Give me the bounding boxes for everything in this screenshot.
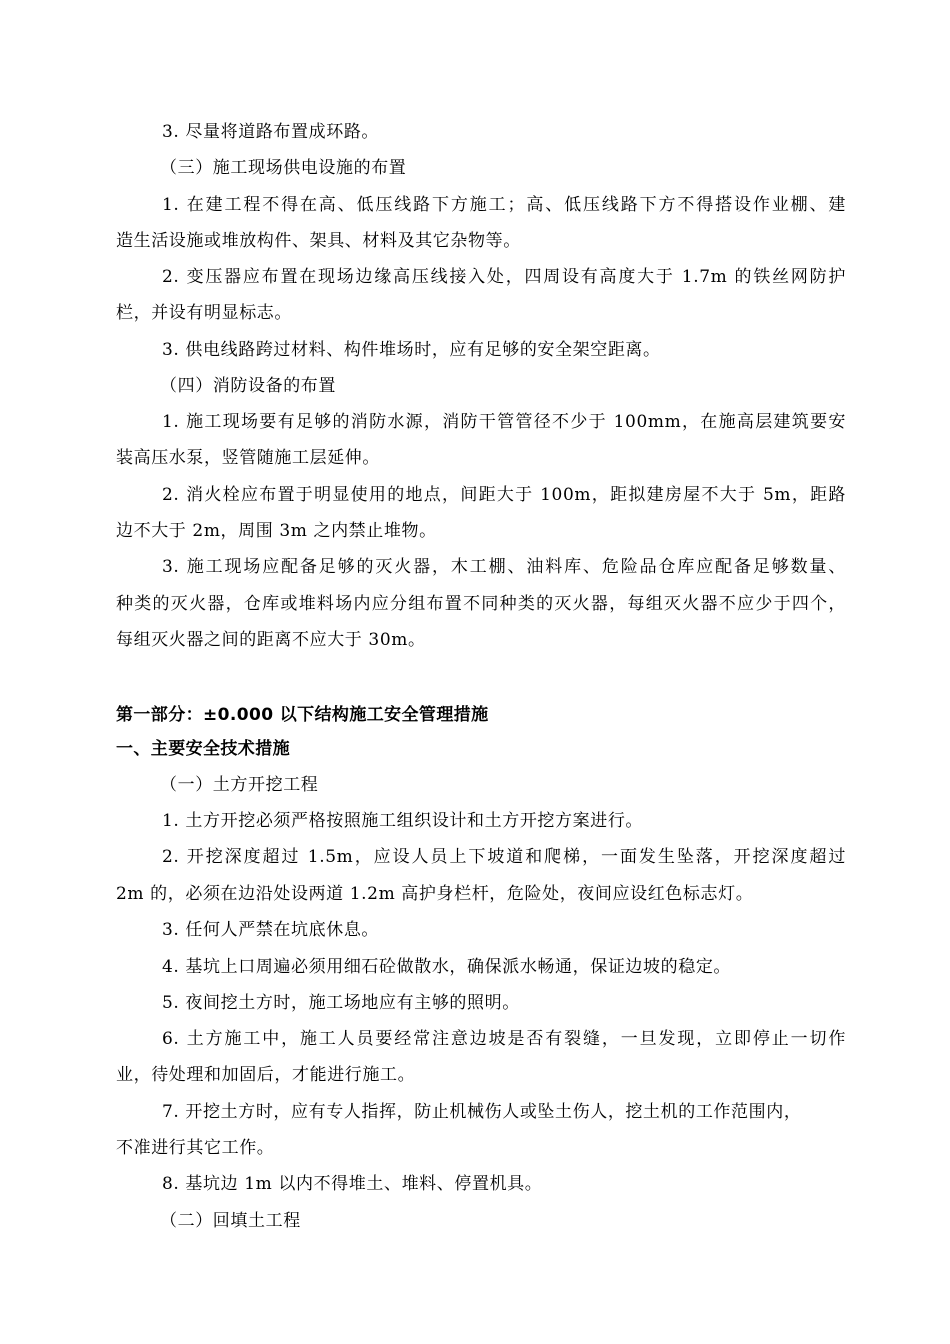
chapter-heading: 一、主要安全技术措施 <box>116 739 290 759</box>
part-title: 第一部分：±0.000 以下结构施工安全管理措施 <box>116 705 489 725</box>
text-line: 边不大于 2m，周围 3m 之内禁止堆物。 <box>116 521 437 541</box>
text-line: 业，待处理和加固后，才能进行施工。 <box>116 1065 416 1085</box>
text-line: 1. 在建工程不得在高、低压线路下方施工；高、低压线路下方不得搭设作业棚、建 <box>162 195 846 215</box>
text-line: 6. 土方施工中，施工人员要经常注意边坡是否有裂缝，一旦发现，立即停止一切作 <box>162 1029 846 1049</box>
text-line: 4. 基坑上口周遍必须用细石砼做散水，确保派水畅通，保证边坡的稳定。 <box>162 957 732 977</box>
text-line: 2m 的，必须在边沿处设两道 1.2m 高护身栏杆，危险处，夜间应设红色标志灯。 <box>116 884 754 904</box>
section-heading: （一）土方开挖工程 <box>160 775 319 795</box>
text-line: 种类的灭火器，仓库或堆料场内应分组布置不同种类的灭火器，每组灭火器不应少于四个， <box>116 594 846 614</box>
text-line: 2. 变压器应布置在现场边缘高压线接入处，四周设有高度大于 1.7m 的铁丝网防护 <box>162 267 846 287</box>
section-heading: （四）消防设备的布置 <box>160 376 336 396</box>
text-line: 2. 开挖深度超过 1.5m，应设人员上下坡道和爬梯，一面发生坠落，开挖深度超过 <box>162 847 846 867</box>
text-line: 3. 施工现场应配备足够的灭火器，木工棚、油料库、危险品仓库应配备足够数量、 <box>162 557 846 577</box>
text-line: 3. 尽量将道路布置成环路。 <box>162 122 380 142</box>
text-line: 5. 夜间挖土方时，施工场地应有主够的照明。 <box>162 993 520 1013</box>
text-line: 3. 任何人严禁在坑底休息。 <box>162 920 380 940</box>
text-line: 2. 消火栓应布置于明显使用的地点，间距大于 100m，距拟建房屋不大于 5m，距路 <box>162 485 846 505</box>
text-line: 栏，并设有明显标志。 <box>116 303 292 323</box>
text-line: 不准进行其它工作。 <box>116 1138 275 1158</box>
text-line: 每组灭火器之间的距离不应大于 30m。 <box>116 630 426 650</box>
section-heading: （二）回填土工程 <box>160 1211 301 1231</box>
section-heading: （三）施工现场供电设施的布置 <box>160 158 407 178</box>
text-line: 7. 开挖土方时，应有专人指挥，防止机械伤人或坠土伤人，挖土机的工作范围内， <box>162 1102 802 1122</box>
text-line: 8. 基坑边 1m 以内不得堆土、堆料、停置机具。 <box>162 1174 543 1194</box>
text-line: 装高压水泵，竖管随施工层延伸。 <box>116 448 380 468</box>
text-line: 造生活设施或堆放构件、架具、材料及其它杂物等。 <box>116 231 521 251</box>
text-line: 1. 土方开挖必须严格按照施工组织设计和土方开挖方案进行。 <box>162 811 644 831</box>
text-line: 1. 施工现场要有足够的消防水源，消防干管管径不少于 100mm，在施高层建筑要安 <box>162 412 846 432</box>
text-line: 3. 供电线路跨过材料、构件堆场时，应有足够的安全架空距离。 <box>162 340 661 360</box>
